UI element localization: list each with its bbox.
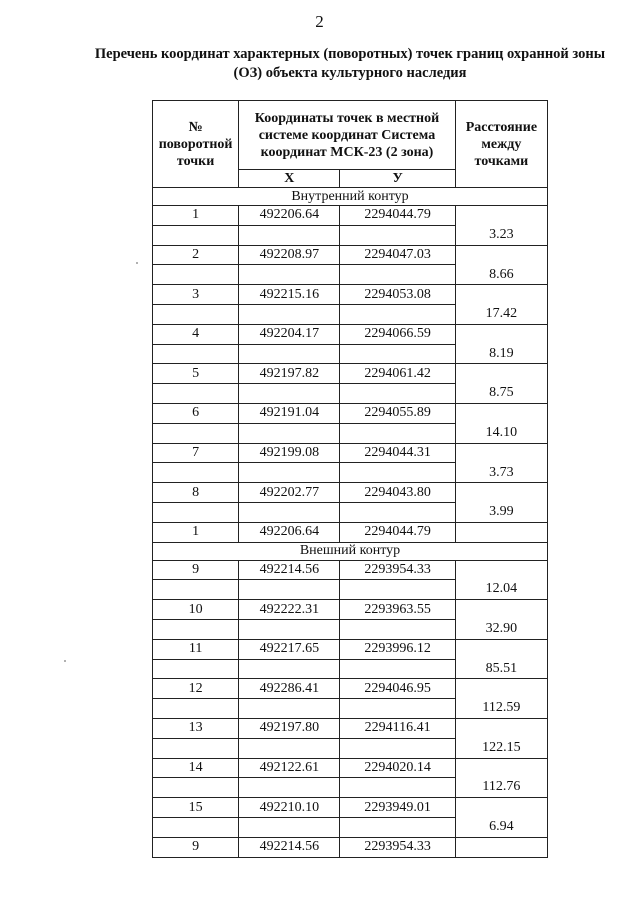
empty-cell bbox=[153, 304, 239, 324]
distance-spacer bbox=[455, 639, 547, 659]
distance-row bbox=[153, 659, 548, 679]
empty-cell bbox=[340, 502, 455, 522]
page-number: 2 bbox=[315, 12, 324, 31]
distance-spacer bbox=[455, 837, 547, 857]
point-y: 2294046.95 bbox=[340, 679, 455, 699]
point-row bbox=[153, 324, 548, 344]
point-row bbox=[153, 364, 548, 384]
point-y: 2293949.01 bbox=[340, 798, 455, 818]
distance-value: 3.99 bbox=[455, 502, 547, 522]
point-row bbox=[153, 483, 548, 503]
distance-spacer bbox=[455, 324, 547, 344]
point-number: 2 bbox=[153, 245, 239, 265]
empty-cell bbox=[340, 304, 455, 324]
point-x: 492122.61 bbox=[239, 758, 340, 778]
distance-spacer bbox=[455, 718, 547, 738]
point-y: 2294043.80 bbox=[340, 483, 455, 503]
point-y: 2294044.79 bbox=[340, 522, 455, 542]
point-x: 492206.64 bbox=[239, 522, 340, 542]
point-y: 2293954.33 bbox=[340, 837, 455, 857]
point-row bbox=[153, 798, 548, 818]
distance-value: 14.10 bbox=[455, 423, 547, 443]
point-number: 7 bbox=[153, 443, 239, 463]
distance-spacer bbox=[455, 443, 547, 463]
point-x: 492210.10 bbox=[239, 798, 340, 818]
point-row bbox=[153, 679, 548, 699]
point-y: 2294061.42 bbox=[340, 364, 455, 384]
point-x: 492197.82 bbox=[239, 364, 340, 384]
empty-cell bbox=[153, 699, 239, 719]
empty-cell bbox=[239, 344, 340, 364]
distance-row bbox=[153, 463, 548, 483]
empty-cell bbox=[239, 384, 340, 404]
distance-value: 17.42 bbox=[455, 304, 547, 324]
point-number: 1 bbox=[153, 206, 239, 226]
distance-value: 32.90 bbox=[455, 619, 547, 639]
point-row bbox=[153, 285, 548, 305]
distance-spacer bbox=[455, 798, 547, 818]
empty-cell bbox=[153, 344, 239, 364]
point-row bbox=[153, 403, 548, 423]
distance-row bbox=[153, 423, 548, 443]
point-y: 2294044.79 bbox=[340, 206, 455, 226]
point-row bbox=[153, 245, 548, 265]
empty-cell bbox=[153, 265, 239, 285]
empty-cell bbox=[239, 817, 340, 837]
point-x: 492202.77 bbox=[239, 483, 340, 503]
point-number: 3 bbox=[153, 285, 239, 305]
empty-cell bbox=[239, 659, 340, 679]
point-y: 2293963.55 bbox=[340, 600, 455, 620]
point-x: 492215.16 bbox=[239, 285, 340, 305]
empty-cell bbox=[340, 778, 455, 798]
point-x: 492214.56 bbox=[239, 837, 340, 857]
empty-cell bbox=[239, 619, 340, 639]
header-x: X bbox=[239, 170, 340, 188]
point-row bbox=[153, 560, 548, 580]
point-number: 5 bbox=[153, 364, 239, 384]
table-body bbox=[153, 188, 548, 858]
point-number: 13 bbox=[153, 718, 239, 738]
empty-cell bbox=[340, 817, 455, 837]
point-y: 2294055.89 bbox=[340, 403, 455, 423]
point-row bbox=[153, 639, 548, 659]
point-x: 492217.65 bbox=[239, 639, 340, 659]
distance-row bbox=[153, 580, 548, 600]
distance-value: 12.04 bbox=[455, 580, 547, 600]
distance-value: 8.66 bbox=[455, 265, 547, 285]
point-number: 8 bbox=[153, 483, 239, 503]
distance-spacer bbox=[455, 560, 547, 580]
distance-spacer bbox=[455, 600, 547, 620]
point-number: 9 bbox=[153, 837, 239, 857]
distance-spacer bbox=[455, 206, 547, 226]
point-row bbox=[153, 206, 548, 226]
point-number: 15 bbox=[153, 798, 239, 818]
distance-spacer bbox=[455, 364, 547, 384]
distance-spacer bbox=[455, 245, 547, 265]
point-y: 2294047.03 bbox=[340, 245, 455, 265]
point-number: 6 bbox=[153, 403, 239, 423]
empty-cell bbox=[239, 463, 340, 483]
distance-value: 112.76 bbox=[455, 778, 547, 798]
distance-spacer bbox=[455, 758, 547, 778]
empty-cell bbox=[239, 699, 340, 719]
distance-row bbox=[153, 619, 548, 639]
distance-row bbox=[153, 384, 548, 404]
empty-cell bbox=[239, 265, 340, 285]
empty-cell bbox=[340, 463, 455, 483]
distance-spacer bbox=[455, 483, 547, 503]
empty-cell bbox=[340, 699, 455, 719]
empty-cell bbox=[340, 423, 455, 443]
empty-cell bbox=[340, 225, 455, 245]
distance-row bbox=[153, 304, 548, 324]
header-distance: Расстояние между точками bbox=[455, 101, 547, 188]
empty-cell bbox=[340, 619, 455, 639]
section-title: Внутренний контур bbox=[153, 188, 548, 206]
distance-value: 8.75 bbox=[455, 384, 547, 404]
empty-cell bbox=[239, 502, 340, 522]
point-x: 492222.31 bbox=[239, 600, 340, 620]
section-title: Внешний контур bbox=[153, 542, 548, 560]
point-row bbox=[153, 443, 548, 463]
distance-value: 3.73 bbox=[455, 463, 547, 483]
empty-cell bbox=[239, 738, 340, 758]
point-number: 4 bbox=[153, 324, 239, 344]
distance-row bbox=[153, 225, 548, 245]
distance-value: 122.15 bbox=[455, 738, 547, 758]
point-number: 9 bbox=[153, 560, 239, 580]
distance-row bbox=[153, 817, 548, 837]
distance-row bbox=[153, 344, 548, 364]
point-x: 492208.97 bbox=[239, 245, 340, 265]
empty-cell bbox=[239, 304, 340, 324]
distance-row bbox=[153, 738, 548, 758]
empty-cell bbox=[153, 778, 239, 798]
empty-cell bbox=[340, 580, 455, 600]
point-x: 492199.08 bbox=[239, 443, 340, 463]
point-y: 2293996.12 bbox=[340, 639, 455, 659]
distance-row bbox=[153, 265, 548, 285]
empty-cell bbox=[153, 738, 239, 758]
empty-cell bbox=[239, 225, 340, 245]
point-row bbox=[153, 837, 548, 857]
empty-cell bbox=[340, 384, 455, 404]
point-y: 2294053.08 bbox=[340, 285, 455, 305]
empty-cell bbox=[153, 463, 239, 483]
empty-cell bbox=[340, 659, 455, 679]
empty-cell bbox=[153, 225, 239, 245]
empty-cell bbox=[340, 344, 455, 364]
empty-cell bbox=[239, 580, 340, 600]
point-x: 492206.64 bbox=[239, 206, 340, 226]
point-number: 10 bbox=[153, 600, 239, 620]
section-row bbox=[153, 542, 548, 560]
empty-cell bbox=[340, 265, 455, 285]
empty-cell bbox=[153, 659, 239, 679]
empty-cell bbox=[239, 778, 340, 798]
point-row bbox=[153, 718, 548, 738]
distance-spacer bbox=[455, 285, 547, 305]
empty-cell bbox=[153, 580, 239, 600]
distance-row bbox=[153, 502, 548, 522]
point-x: 492286.41 bbox=[239, 679, 340, 699]
empty-cell bbox=[239, 423, 340, 443]
empty-cell bbox=[153, 817, 239, 837]
point-x: 492204.17 bbox=[239, 324, 340, 344]
empty-cell bbox=[153, 384, 239, 404]
scan-speck bbox=[136, 262, 138, 264]
point-x: 492191.04 bbox=[239, 403, 340, 423]
coordinates-table bbox=[152, 100, 548, 858]
distance-value: 8.19 bbox=[455, 344, 547, 364]
distance-value: 85.51 bbox=[455, 659, 547, 679]
point-row bbox=[153, 522, 548, 542]
empty-cell bbox=[153, 423, 239, 443]
point-y: 2294044.31 bbox=[340, 443, 455, 463]
distance-spacer bbox=[455, 679, 547, 699]
header-y: У bbox=[340, 170, 455, 188]
scan-speck bbox=[64, 660, 66, 662]
document-title: Перечень координат характерных (поворотных) точек границ охранной зоны (ОЗ) объекта культурного наследия bbox=[94, 46, 606, 81]
distance-value: 3.23 bbox=[455, 225, 547, 245]
point-number: 14 bbox=[153, 758, 239, 778]
empty-cell bbox=[153, 502, 239, 522]
header-point-number: № поворотной точки bbox=[153, 101, 239, 188]
point-number: 11 bbox=[153, 639, 239, 659]
header-coordinates: Координаты точек в местной системе координат Система координат МСК-23 (2 зона) bbox=[239, 101, 456, 170]
distance-value: 112.59 bbox=[455, 699, 547, 719]
distance-spacer bbox=[455, 522, 547, 542]
point-row bbox=[153, 600, 548, 620]
point-x: 492214.56 bbox=[239, 560, 340, 580]
point-number: 1 bbox=[153, 522, 239, 542]
point-y: 2293954.33 bbox=[340, 560, 455, 580]
point-y: 2294066.59 bbox=[340, 324, 455, 344]
distance-row bbox=[153, 778, 548, 798]
point-x: 492197.80 bbox=[239, 718, 340, 738]
point-number: 12 bbox=[153, 679, 239, 699]
empty-cell bbox=[153, 619, 239, 639]
distance-spacer bbox=[455, 403, 547, 423]
point-row bbox=[153, 758, 548, 778]
point-y: 2294020.14 bbox=[340, 758, 455, 778]
point-y: 2294116.41 bbox=[340, 718, 455, 738]
distance-row bbox=[153, 699, 548, 719]
distance-value: 6.94 bbox=[455, 817, 547, 837]
empty-cell bbox=[340, 738, 455, 758]
section-row bbox=[153, 188, 548, 206]
